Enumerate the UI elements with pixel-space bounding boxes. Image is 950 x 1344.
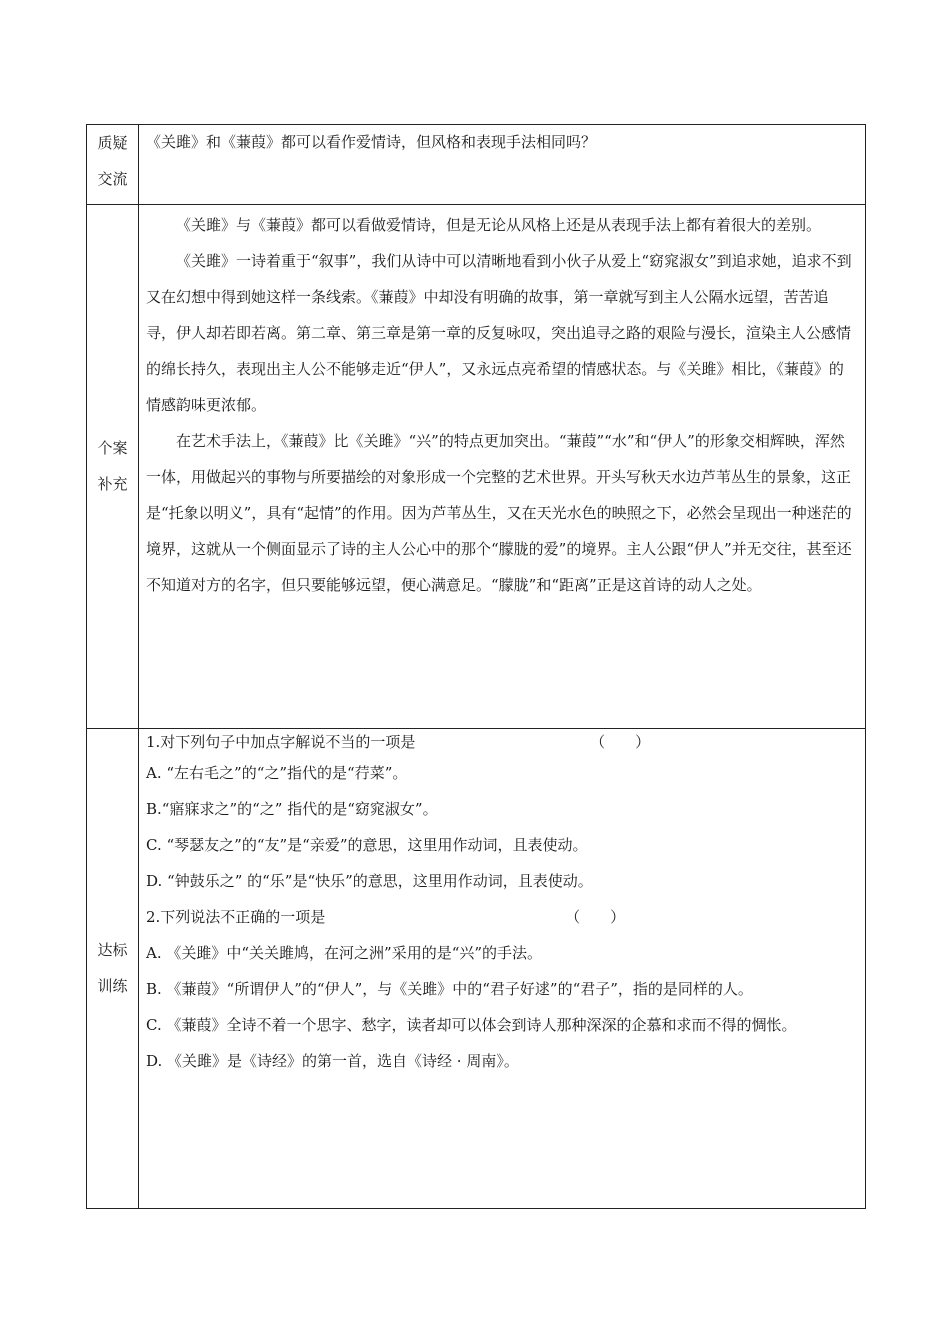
question-1-answer-paren: （ ）	[590, 733, 651, 751]
label-practice-line2: 训练	[97, 977, 128, 995]
question-2-answer-paren: （ ）	[565, 908, 626, 926]
question-1-option-a: A. “左右毛之”的“之”指代的是“荇菜”。	[146, 764, 408, 782]
label-practice-line1: 达标	[97, 941, 128, 959]
question-1-option-b: B.“寤寐求之”的“之” 指代的是“窈窕淑女”。	[146, 800, 438, 818]
label-inquiry-line2: 交流	[97, 170, 128, 188]
label-cell-practice	[87, 729, 139, 1209]
label-cell-inquiry	[87, 125, 139, 205]
label-inquiry-line1: 质疑	[97, 134, 128, 152]
question-2	[146, 899, 853, 935]
content-cell-practice	[139, 729, 866, 1209]
content-cell-inquiry	[139, 125, 866, 205]
question-1-option-d: D. “钟鼓乐之” 的“乐”是“快乐”的意思，这里用作动词，且表使动。	[146, 872, 593, 890]
question-2-option-d: D. 《关雎》是《诗经》的第一首，选自《诗经 · 周南》。	[146, 1052, 519, 1070]
question-2-option-c: C. 《蒹葭》全诗不着一个思字、愁字，读者却可以体会到诗人那种深深的企慕和求而不得的惆怅。	[146, 1016, 797, 1034]
question-1	[146, 729, 853, 755]
row-supplement	[87, 205, 866, 729]
label-cell-supplement	[87, 205, 139, 729]
supplement-paragraph-2: 《关雎》一诗着重于“叙事”，我们从诗中可以清晰地看到小伙子从爱上“窈窕淑女”到追求她，追求不到又在幻想中得到她这样一条线索。《蒹葭》中却没有明确的故事，第一章就写到主人公隔水远望，苦苦追寻，伊人却若即若离。第二章、第三章是第一章的反复咏叹，突出追寻之路的艰险与漫长，渲染主人公感情的绵长持久，表现出主人公不能够走近“伊人”，又永远点亮希望的情感状态。与《关雎》相比，《蒹葭》的情感韵味更浓郁。	[146, 252, 852, 414]
supplement-paragraph-1: 《关雎》与《蒹葭》都可以看做爱情诗，但是无论从风格上还是从表现手法上都有着很大的差别。	[176, 216, 822, 234]
inquiry-question: 《关雎》和《蒹葭》都可以看作爱情诗，但风格和表现手法相同吗？	[146, 133, 597, 151]
row-practice	[87, 729, 866, 1209]
label-supplement-line1: 个案	[97, 439, 128, 457]
content-cell-supplement	[139, 205, 866, 729]
row-inquiry	[87, 125, 866, 205]
question-1-option-c: C. “琴瑟友之”的“友”是“亲爱”的意思，这里用作动词，且表使动。	[146, 836, 588, 854]
question-2-option-b: B. 《蒹葭》“所谓伊人”的“伊人”，与《关雎》中的“君子好逑”的“君子”，指的是同样的人。	[146, 980, 753, 998]
question-2-stem: 2.下列说法不正确的一项是	[146, 908, 326, 926]
lesson-table	[86, 124, 866, 1209]
question-1-stem: 1.对下列句子中加点字解说不当的一项是	[146, 733, 416, 751]
supplement-paragraph-3: 在艺术手法上，《蒹葭》比《关雎》“兴”的特点更加突出。“蒹葭”“水”和“伊人”的形象交相辉映，浑然一体，用做起兴的事物与所要描绘的对象形成一个完整的艺术世界。开头写秋天水边芦苇丛生的景象，这正是“托象以明义”，具有“起情”的作用。因为芦苇丛生，又在天光水色的映照之下，必然会呈现出一种迷茫的境界，这就从一个侧面显示了诗的主人公心中的那个“朦胧的爱”的境界。主人公跟“伊人”并无交往，甚至还不知道对方的名字，但只要能够远望，便心满意足。“朦胧”和“距离”正是这首诗的动人之处。	[146, 432, 852, 594]
label-supplement-line2: 补充	[97, 475, 128, 493]
question-2-option-a: A. 《关雎》中“关关雎鸠，在河之洲”采用的是“兴”的手法。	[146, 944, 543, 962]
